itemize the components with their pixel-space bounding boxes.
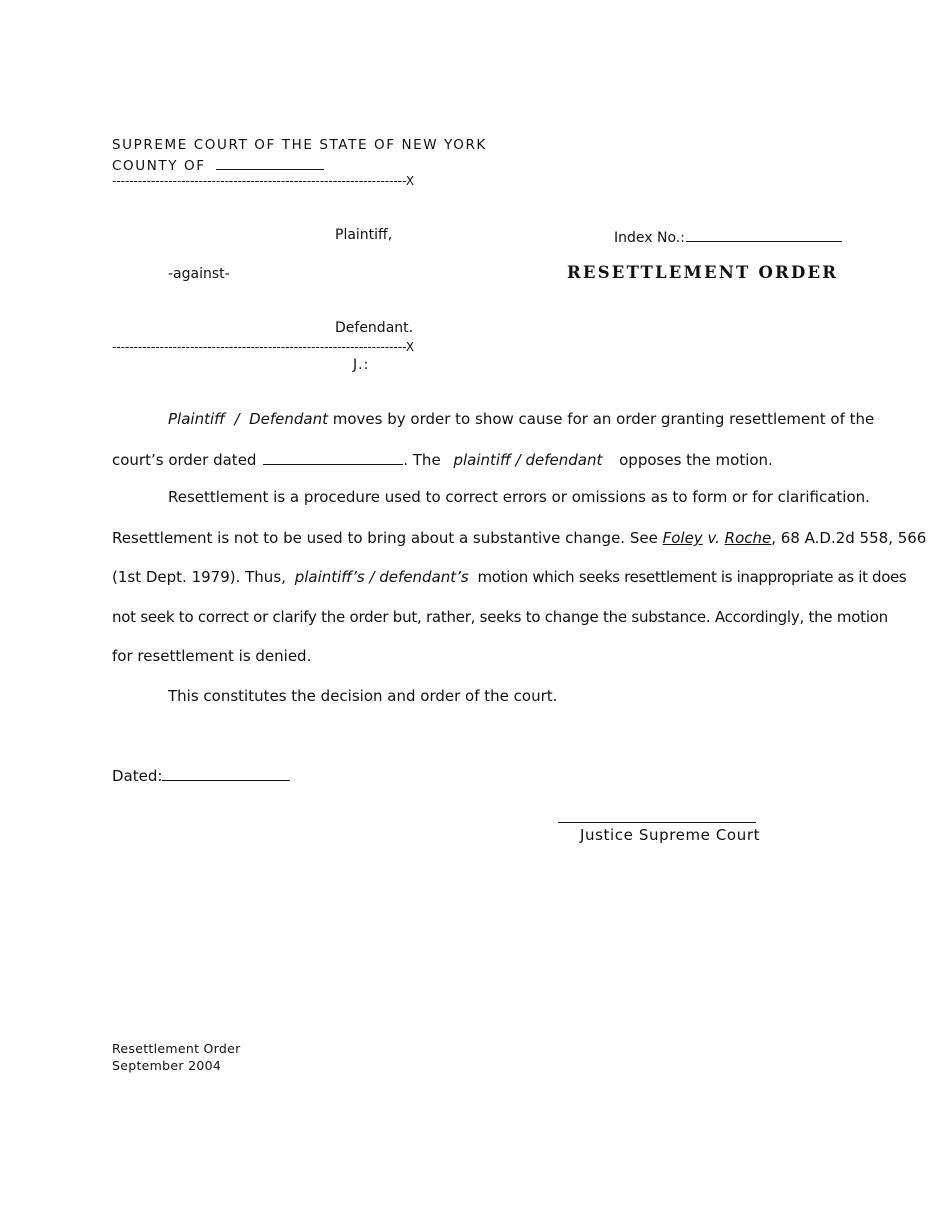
dated-label: Dated: — [112, 767, 163, 785]
paragraph-2-line-1: Resettlement is a procedure used to correct errors or omissions as to form or for clarification. — [168, 488, 870, 506]
paragraph-1-line-1 — [168, 410, 875, 428]
plaintiff-label: Plaintiff, — [335, 227, 393, 243]
index-label: Index No.: — [614, 230, 685, 246]
caption-divider-bottom: --------------------------------------------------------------------X — [112, 340, 415, 354]
footer-form-date: September 2004 — [112, 1058, 222, 1073]
paragraph-2-line-5: for resettlement is denied. — [112, 647, 312, 665]
paragraph-2-line-3 — [112, 568, 907, 586]
case-versus: v. — [707, 529, 720, 547]
paragraph-2-text-b: (1st Dept. 1979). Thus, — [112, 568, 286, 586]
opposes-text: opposes the motion. — [619, 451, 773, 469]
county-label: COUNTY OF — [112, 158, 206, 174]
case-name-roche: Roche — [724, 529, 772, 547]
judge-label: J.: — [353, 357, 370, 373]
order-date-blank[interactable] — [263, 450, 403, 465]
party-selector-2: plaintiff / defendant — [453, 451, 603, 469]
court-heading: SUPREME COURT OF THE STATE OF NEW YORK — [112, 137, 487, 153]
case-name-foley: Foley — [662, 529, 703, 547]
party-selector-1: Plaintiff / Defendant — [168, 410, 328, 428]
footer-form-name: Resettlement Order — [112, 1041, 241, 1056]
paragraph-2-text-a: Resettlement is not to be used to bring about a substantive change. See — [112, 529, 658, 547]
party-selector-3: plaintiff’s / defendant’s — [294, 568, 469, 586]
the-label: . The — [403, 451, 441, 469]
caption-divider-top: --------------------------------------------------------------------X — [112, 174, 415, 188]
county-row — [112, 155, 324, 174]
justice-label: Justice Supreme Court — [580, 826, 761, 844]
paragraph-2-line-4: not seek to correct or clarify the order but, rather, seeks to change the substance. Accordingly, the motion — [112, 608, 888, 626]
dated-row — [112, 766, 290, 785]
against-label: -against- — [168, 266, 230, 282]
index-number-blank[interactable] — [686, 227, 842, 242]
paragraph-1-text: moves by order to show cause for an order granting resettlement of the — [332, 410, 875, 428]
dated-blank[interactable] — [162, 766, 290, 781]
paragraph-2-line-2 — [112, 529, 927, 547]
order-dated-label: court’s order dated — [112, 451, 257, 469]
document-title: RESETTLEMENT ORDER — [567, 263, 839, 282]
paragraph-3: This constitutes the decision and order of the court. — [168, 687, 558, 705]
paragraph-1-line-2 — [112, 450, 838, 469]
index-row — [614, 227, 842, 246]
county-blank[interactable] — [216, 155, 324, 170]
case-citation: , 68 A.D.2d 558, 566 — [771, 529, 927, 547]
defendant-label: Defendant. — [335, 320, 414, 336]
paragraph-2-text-c: motion which seeks resettlement is inappropriate as it does — [477, 568, 907, 586]
signature-line[interactable] — [558, 822, 756, 823]
